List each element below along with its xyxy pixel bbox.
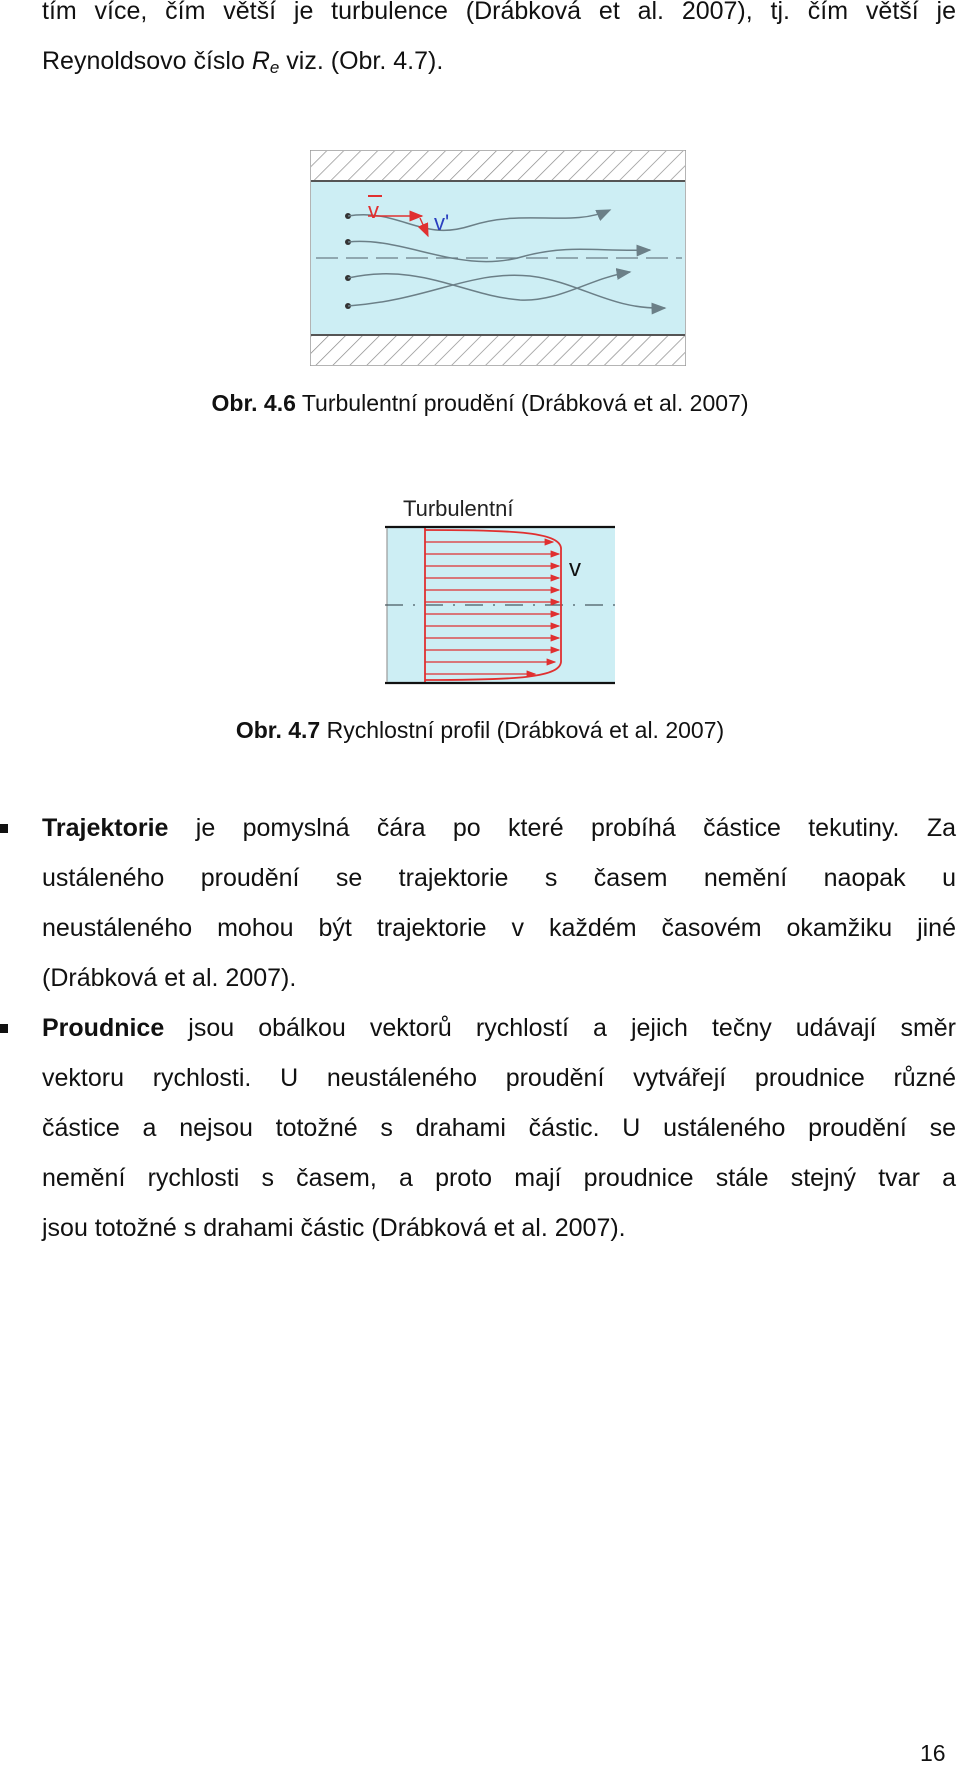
proudnice-term: Proudnice	[42, 1014, 165, 1042]
proudnice-line-2: vektoru rychlosti. U neustáleného proudění vytvářejí proudnice různé	[42, 1064, 956, 1092]
v-prime-label: v'	[434, 210, 450, 235]
proudnice-line-1-rest: jsou obálkou vektorů rychlostí a jejich tečny udávají směr	[164, 1014, 956, 1042]
trajektorie-term: Trajektorie	[42, 814, 169, 842]
figure-4-7-label: Obr. 4.7	[235, 717, 321, 743]
trajektorie-line-1	[42, 813, 956, 843]
figure-4-6-caption	[0, 388, 960, 418]
bullet-marker	[0, 1024, 8, 1033]
velocity-profile-figure	[385, 490, 615, 688]
v-bar-label: v	[368, 198, 379, 223]
reynolds-symbol: R	[251, 47, 270, 75]
turbulent-flow-figure	[310, 150, 686, 366]
figure-4-7-caption	[0, 715, 960, 745]
trajektorie-line-4: (Drábková et al. 2007).	[42, 964, 297, 992]
intro-line-2	[42, 46, 443, 83]
profile-title: Turbulentní	[403, 496, 514, 521]
intro-line-1: tím více, čím větší je turbulence (Drábková et al. 2007), tj. čím větší je	[42, 0, 956, 25]
intro-line-2-start: Reynoldsovo číslo	[42, 47, 252, 75]
pipe-wall-bottom	[311, 335, 685, 365]
profile-velocity-label: v	[569, 555, 581, 582]
intro-line-2-end: viz. (Obr. 4.7).	[279, 47, 444, 75]
bullet-marker	[0, 824, 8, 833]
profile-fluid-region	[387, 528, 615, 682]
figure-4-7-text: Rychlostní profil (Drábková et al. 2007)	[320, 717, 725, 743]
trajektorie-line-3: neustáleného mohou být trajektorie v každém časovém okamžiku jiné	[42, 914, 956, 942]
figure-4-6-label: Obr. 4.6	[211, 390, 296, 416]
proudnice-line-4: nemění rychlosti s časem, a proto mají proudnice stále stejný tvar a	[42, 1164, 956, 1192]
proudnice-line-3: částice a nejsou totožné s drahami částic. U ustáleného proudění se	[42, 1114, 956, 1142]
trajektorie-line-1-rest: je pomyslná čára po které probíhá částice tekutiny. Za	[168, 814, 956, 842]
page-number: 16	[920, 1740, 946, 1766]
reynolds-subscript: e	[269, 58, 280, 77]
pipe-wall-top	[311, 151, 685, 181]
proudnice-line-1	[42, 1013, 956, 1043]
figure-4-6-text: Turbulentní proudění (Drábková et al. 2007)	[295, 390, 749, 416]
proudnice-line-5: jsou totožné s drahami částic (Drábková et al. 2007).	[42, 1214, 626, 1242]
trajektorie-line-2: ustáleného proudění se trajektorie s časem nemění naopak u	[42, 864, 956, 892]
